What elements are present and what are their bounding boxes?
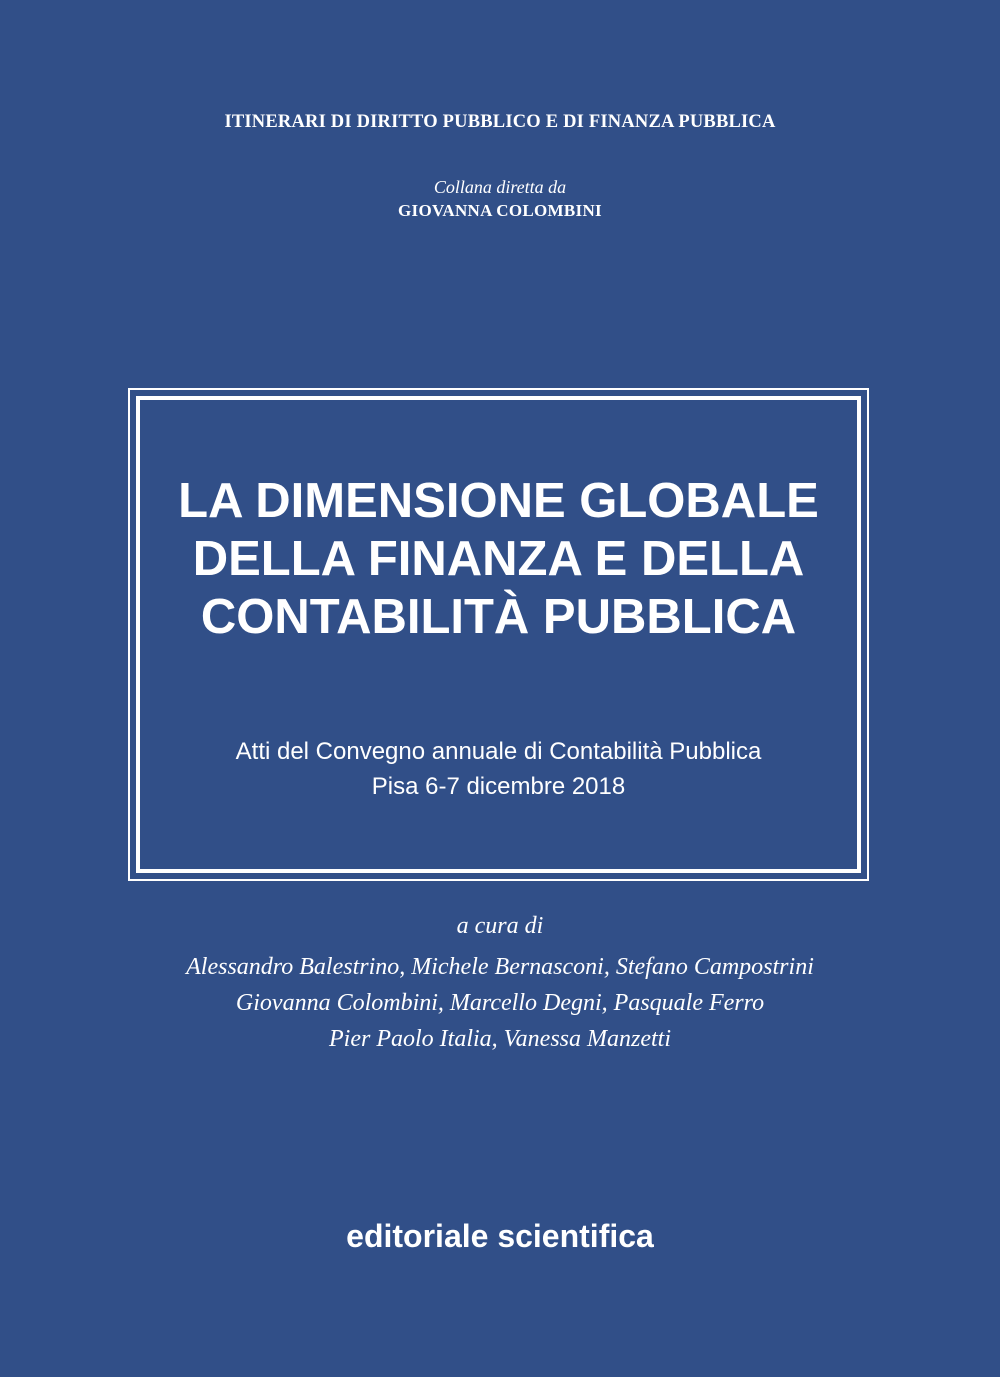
proceedings-line: Atti del Convegno annuale di Contabilità Pubblica	[235, 738, 762, 765]
curated-by-label: a cura di	[456, 913, 544, 939]
proceedings-subtitle	[136, 734, 861, 804]
book-title-line: CONTABILITÀ PUBBLICA	[200, 590, 797, 644]
book-title	[136, 472, 861, 646]
editors-list	[0, 949, 1000, 1057]
book-title-line: LA DIMENSIONE GLOBALE	[178, 474, 819, 528]
publisher-name: editoriale scientifica	[346, 1218, 654, 1254]
editors-line: Alessandro Balestrino, Michele Bernasconi, Stefano Campostrini	[186, 954, 814, 980]
editors-line: Giovanna Colombini, Marcello Degni, Pasquale Ferro	[235, 990, 765, 1016]
directed-by-label: Collana diretta da	[433, 177, 567, 197]
series-director: GIOVANNA COLOMBINI	[398, 201, 602, 220]
book-title-line: DELLA FINANZA E DELLA	[192, 532, 805, 586]
editors-line: Pier Paolo Italia, Vanessa Manzetti	[329, 1026, 671, 1052]
proceedings-line: Pisa 6-7 dicembre 2018	[371, 773, 626, 800]
series-title: ITINERARI DI DIRITTO PUBBLICO E DI FINANZA PUBBLICA	[224, 112, 776, 132]
